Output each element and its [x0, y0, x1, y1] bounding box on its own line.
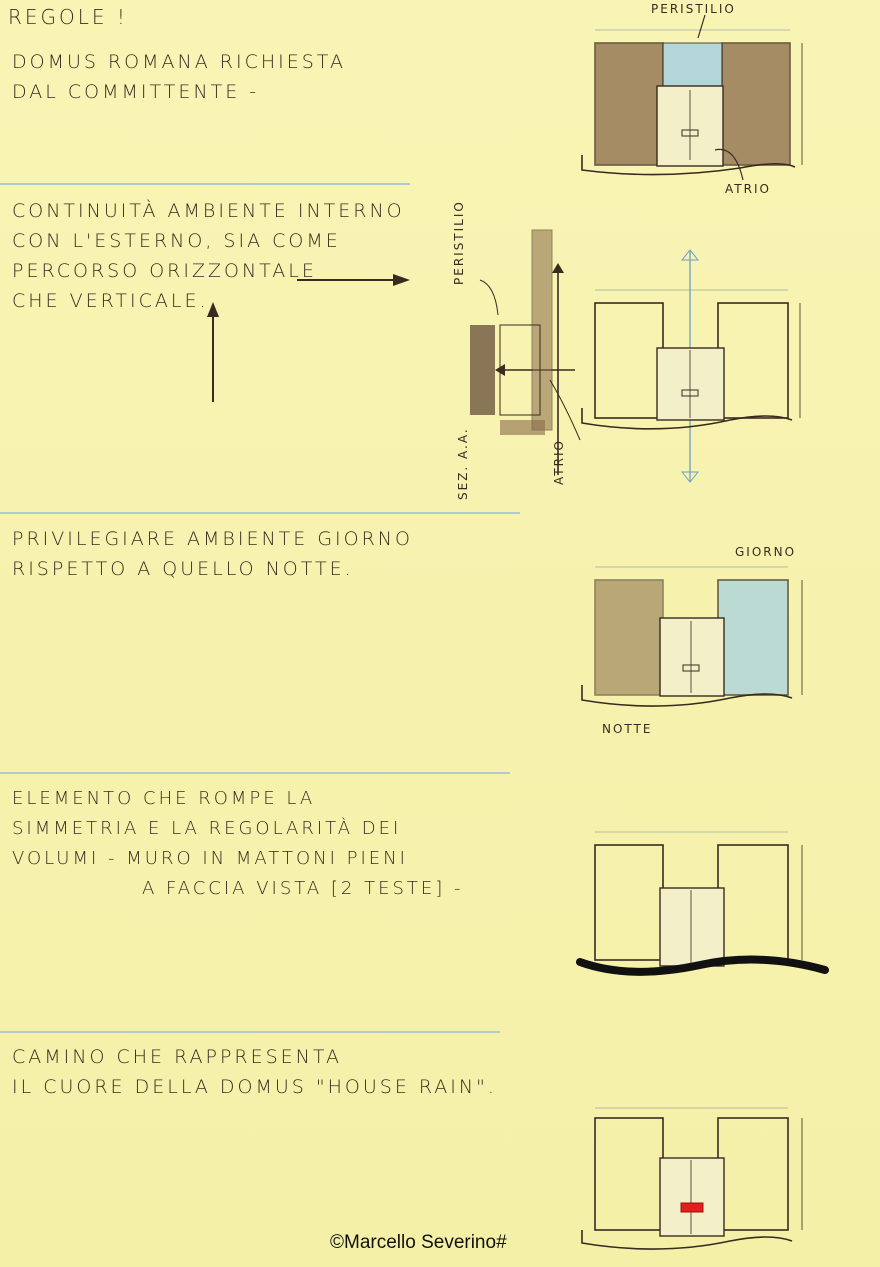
page-title: REGOLE ! [8, 5, 128, 29]
atrio-label-2: ATRIO [552, 439, 566, 485]
horizontal-arrow [295, 270, 415, 290]
section-divider-1 [0, 183, 410, 185]
section-2-line-2: CON L'ESTERNO, SIA COME [12, 230, 341, 252]
section-3-line-2: RISPETTO A QUELLO NOTTE. [12, 558, 354, 580]
floor-plan-3 [570, 555, 840, 725]
section-4-line-3: VOLUMI - MURO IN MATTONI PIENI [12, 848, 408, 869]
section-2-text [12, 196, 405, 316]
notte-label: NOTTE [602, 722, 653, 736]
giorno-label: GIORNO [735, 545, 797, 559]
floor-plan-4 [570, 820, 840, 990]
section-1-line-2: DAL COMMITTENTE - [12, 81, 260, 103]
floor-plan-2 [570, 250, 840, 490]
section-4-line-4: A FACCIA VISTA [2 TESTE] - [142, 878, 464, 899]
section-2-line-4: CHE VERTICALE. [12, 290, 209, 312]
section-2-line-1: CONTINUITÀ AMBIENTE INTERNO [12, 200, 405, 222]
section-3-text [12, 524, 413, 584]
peristilio-label-2: PERISTILIO [452, 200, 466, 285]
section-5-line-2: IL CUORE DELLA DOMUS "HOUSE RAIN". [12, 1076, 497, 1098]
peristilio-label-1: PERISTILIO [651, 2, 736, 16]
floor-plan-1 [540, 10, 830, 180]
section-divider-4 [0, 1031, 500, 1033]
floor-plan-5 [570, 1098, 840, 1258]
vertical-arrow [203, 300, 223, 405]
section-3-line-1: PRIVILEGIARE AMBIENTE GIORNO [12, 528, 413, 550]
section-divider-3 [0, 772, 510, 774]
copyright-notice: ©Marcello Severino# [330, 1232, 507, 1253]
section-2-line-3: PERCORSO ORIZZONTALE [12, 260, 317, 282]
section-5-line-1: CAMINO CHE RAPPRESENTA [12, 1046, 343, 1068]
section-4-line-2: SIMMETRIA E LA REGOLARITÀ DEI [12, 818, 402, 839]
section-divider-2 [0, 512, 520, 514]
section-1-line-1: DOMUS ROMANA RICHIESTA [12, 51, 346, 73]
section-4-line-1: ELEMENTO CHE ROMPE LA [12, 788, 316, 809]
section-5-text [12, 1042, 497, 1102]
section-1-text [12, 47, 346, 107]
section-4-text [12, 784, 464, 904]
section-aa-label: SEZ. A.A. [456, 427, 470, 500]
atrio-label-1: ATRIO [725, 182, 771, 196]
